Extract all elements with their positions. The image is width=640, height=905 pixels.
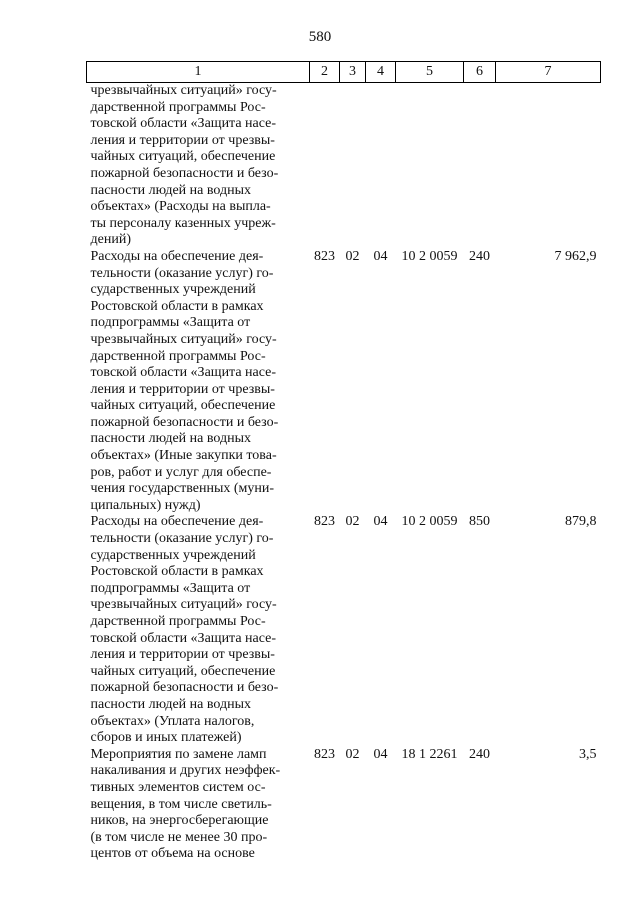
cell-target-article: 18 1 2261 [401, 746, 458, 762]
table-row [87, 83, 601, 249]
column-header-2: 2 [310, 62, 340, 83]
cell-subsection-code [366, 83, 396, 249]
cell-amount: 3,5 [579, 746, 597, 762]
cell-amount: 879,8 [565, 514, 597, 530]
cell-expense-type: 240 [469, 746, 490, 762]
table-row [87, 514, 601, 746]
column-header-5: 5 [396, 62, 464, 83]
cell-amount [496, 83, 601, 249]
column-header-6: 6 [464, 62, 496, 83]
cell-ministry-code: 823 [314, 248, 335, 264]
cell-expense-type [464, 83, 496, 249]
row-description: чрезвычайных ситуаций» госу- дарственной программы Рос- товской области «Защита насе- ления и территории от чрезвы- чайных ситуаций, обеспечение пожарной безопасности и безо- пасности людей на водных объектах» (Расходы на выпла- ты персоналу казенных учреж- дений) [90, 83, 279, 248]
cell-section-code: 02 [345, 248, 360, 264]
row-description: Мероприятия по замене ламп накаливания и других неэффек- тивных элементов систем ос- вещения, в том числе светиль- ников, на энергосберегающие (в том числе не менее 30 про- центов от объема на основе [90, 746, 281, 862]
cell-amount: 7 962,9 [554, 248, 597, 264]
cell-expense-type: 240 [469, 248, 490, 264]
column-header-7: 7 [496, 62, 601, 83]
cell-ministry-code: 823 [314, 746, 335, 762]
cell-section-code [340, 83, 366, 249]
row-description: Расходы на обеспечение дея- тельности (оказание услуг) го- сударственных учреждений Ростовской области в рамках подпрограммы «Защита от чрезвычайных ситуаций» госу- дарственной программы Рос- товской области «Защита насе- ления и территории от чрезвы- чайных ситуаций, обеспечение пожарной безопасности и безо- пасности людей на водных объектах» (Уплата налогов, сборов и иных платежей) [90, 514, 279, 746]
cell-subsection-code: 04 [373, 746, 388, 762]
table-row [87, 249, 601, 515]
page-number: 580 [308, 29, 332, 45]
column-header-1: 1 [87, 62, 310, 83]
column-header-3: 3 [340, 62, 366, 83]
cell-subsection-code: 04 [373, 514, 388, 530]
cell-target-article: 10 2 0059 [401, 514, 458, 530]
cell-target-article: 10 2 0059 [401, 248, 458, 264]
budget-table [86, 61, 601, 863]
cell-expense-type: 850 [469, 514, 490, 530]
cell-section-code: 02 [345, 746, 360, 762]
column-header-4: 4 [366, 62, 396, 83]
cell-ministry-code: 823 [314, 514, 335, 530]
cell-section-code: 02 [345, 514, 360, 530]
cell-target-article [396, 83, 464, 249]
table-row [87, 747, 601, 863]
header-row [87, 62, 601, 83]
row-description: Расходы на обеспечение дея- тельности (оказание услуг) го- сударственных учреждений Ростовской области в рамках подпрограммы «Защита от чрезвычайных ситуаций» госу- дарственной программы Рос- товской области «Защита насе- ления и территории от чрезвы- чайных ситуаций, обеспечение пожарной безопасности и безо- пасности людей на водных объектах» (Иные закупки това- ров, работ и услуг для обеспе- чения государственных (муни- ципальных) нужд) [90, 248, 279, 513]
cell-ministry-code [310, 83, 340, 249]
cell-subsection-code: 04 [373, 248, 388, 264]
